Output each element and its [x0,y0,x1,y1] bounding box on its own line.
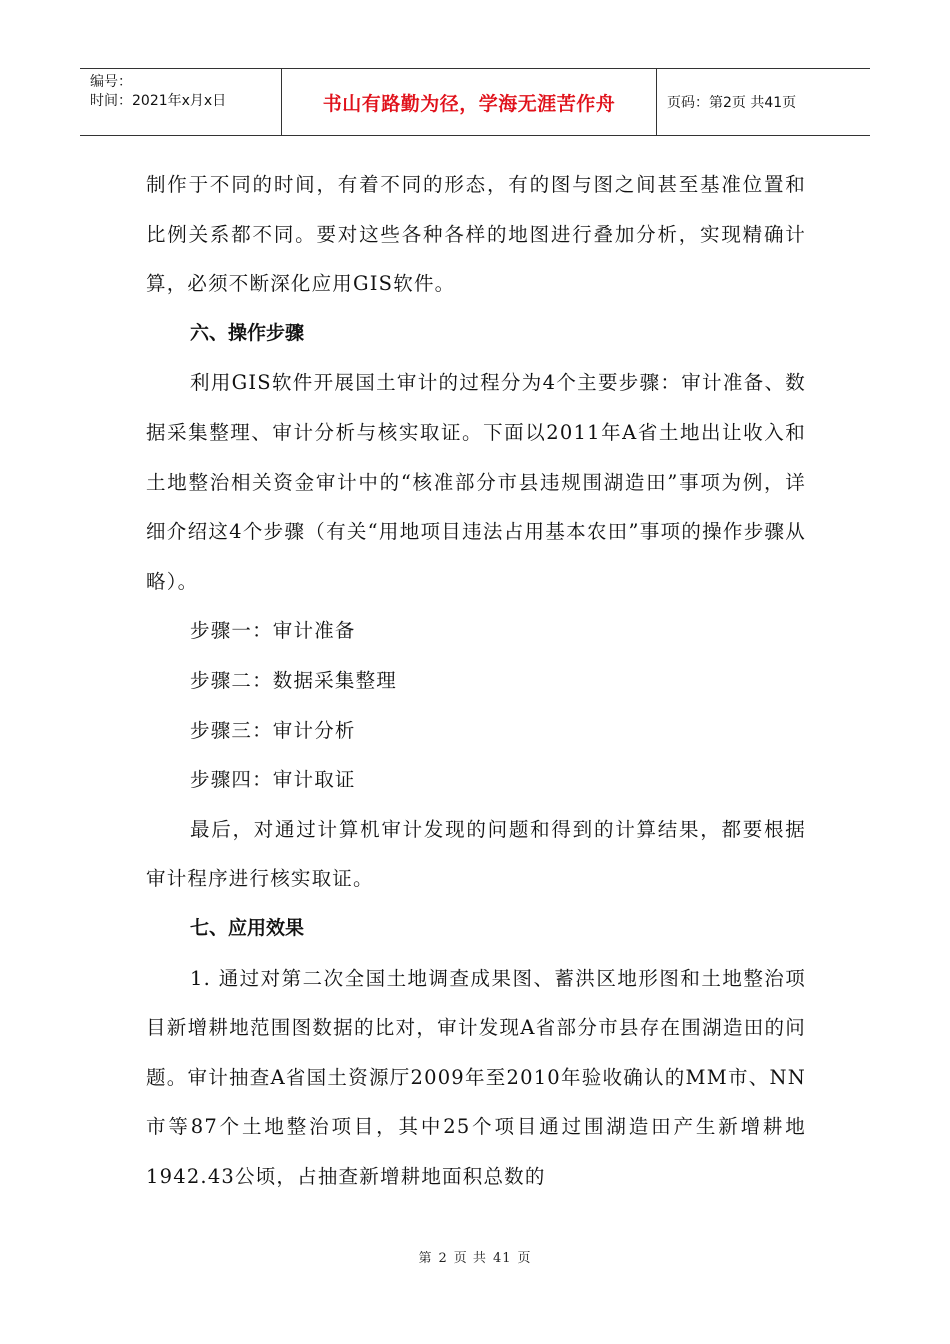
footer-middle: 页 共 [453,1251,487,1266]
footer-suffix: 页 [517,1251,532,1266]
document-date-label: 时间：2021年x月x日 [90,93,227,109]
header-page-info: 页码：第2页 共41页 [667,95,797,111]
section-heading-application-effect: 七、应用效果 [190,916,305,939]
body-paragraph: 制作于不同的时间，有着不同的形态，有的图与图之间甚至基准位置和比例关系都不同。要对这些各种各样的地图进行叠加分析，实现精确计算，必须不断深化应用GIS软件。 [146,173,806,296]
step-item: 步骤一：审计准备 [190,619,356,643]
footer-page-number: 2 [438,1251,448,1266]
step-item: 步骤三：审计分析 [190,718,356,742]
header-motto: 书山有路勤为径，学海无涯苦作舟 [282,69,657,135]
footer-prefix: 第 [418,1251,433,1266]
document-number-label: 编号： [90,74,132,90]
body-paragraph: 利用GIS软件开展国土审计的过程分为4个主要步骤：审计准备、数据采集整理、审计分析与核实取证。下面以2011年A省土地出让收入和土地整治相关资金审计中的“核准部分市县违规围湖造田”事项为例，详细介绍这4个步骤（有关“用地项目违法占用基本农田”事项的操作步骤从略）。 [146,371,806,593]
step-item: 步骤二：数据采集整理 [190,668,398,692]
page-footer [0,1247,950,1266]
header-meta-cell [80,69,282,135]
page-header [80,68,870,136]
footer-total-pages: 41 [492,1251,512,1266]
body-paragraph: 1. 通过对第二次全国土地调查成果图、蓄洪区地形图和土地整治项目新增耕地范围图数据的比对，审计发现A省部分市县存在围湖造田的问题。审计抽查A省国土资源厅2009年至2010年验收确认的MM市、NN市等87个土地整治项目，其中25个项目通过围湖造田产生新增耕地1942.43公顷，占抽查新增耕地面积总数的 [146,966,806,1188]
section-heading-operation-steps: 六、操作步骤 [190,321,305,344]
document-body [146,160,806,1201]
body-paragraph: 最后，对通过计算机审计发现的问题和得到的计算结果，都要根据审计程序进行核实取证。 [146,817,806,891]
step-item: 步骤四：审计取证 [190,768,356,792]
